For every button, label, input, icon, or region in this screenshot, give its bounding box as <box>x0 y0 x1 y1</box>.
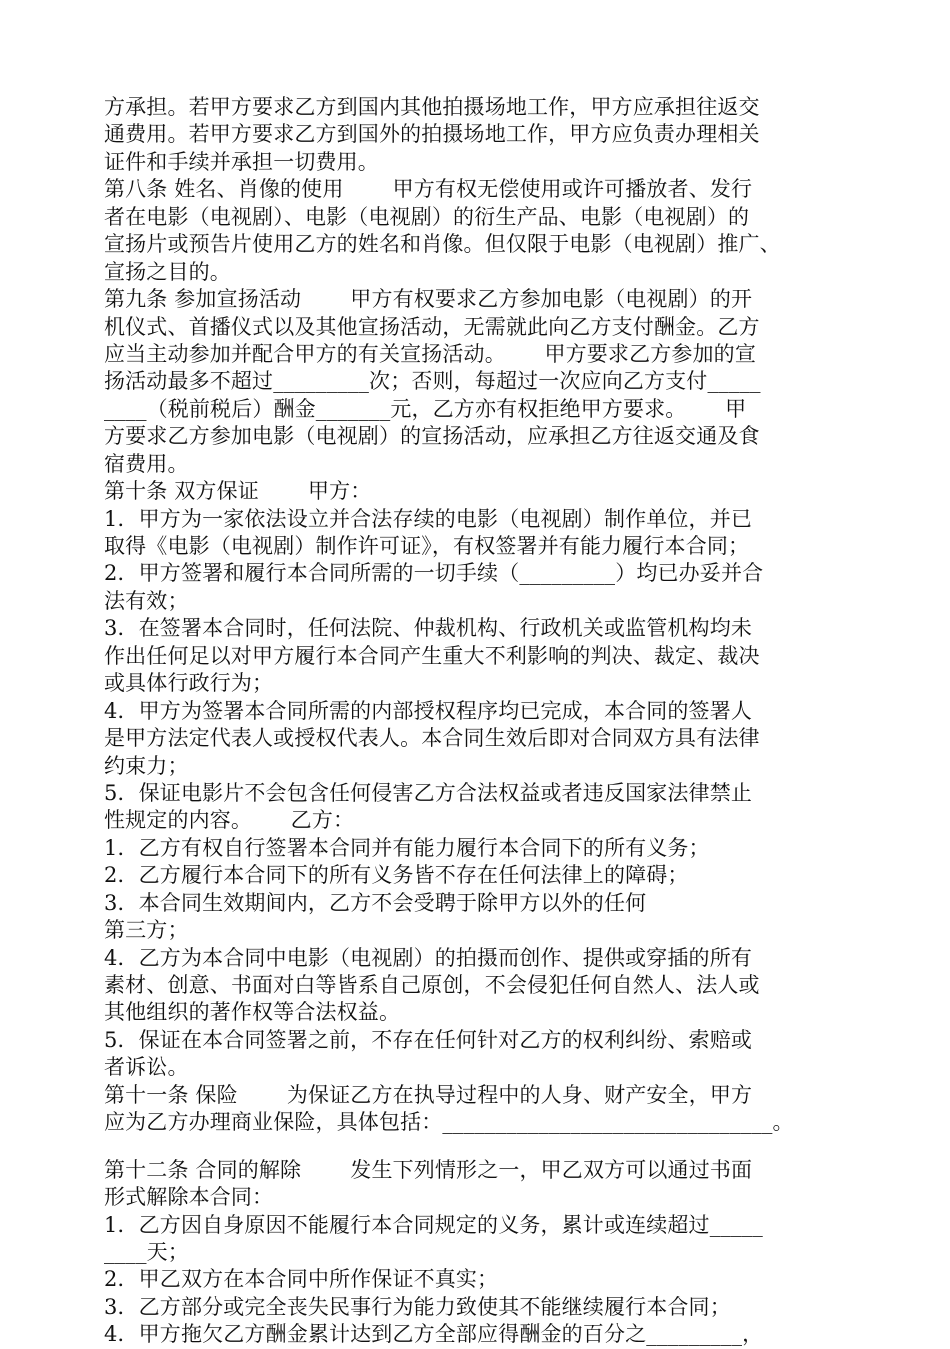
document-page <box>104 94 864 1349</box>
text-line: 证件和手续并承担一切费用。 <box>104 149 379 174</box>
text-line: 机仪式、首播仪式以及其他宣扬活动，无需就此向乙方支付酬金。乙方 <box>104 314 760 339</box>
text-line: 或具体行政行为； <box>104 671 274 696</box>
list-item-line: 4．甲方拖欠乙方酬金累计达到乙方全部应得酬金的百分之_________， <box>104 1322 764 1347</box>
list-item-line: 2．甲乙双方在本合同中所作保证不真实； <box>104 1267 499 1292</box>
text-line: 法有效； <box>104 588 189 613</box>
text-line: 宿费用。 <box>104 451 189 476</box>
list-item-line: 3．在签署本合同时，任何法院、仲裁机构、行政机关或监管机构均未 <box>104 616 753 641</box>
blank-line <box>104 1137 864 1157</box>
text-line: 扬活动最多不超过_________次；否则，每超过一次应向乙方支付_____ <box>104 369 761 394</box>
text-line: 素材、创意、书面对白等皆系自己原创，不会侵犯任何自然人、法人或 <box>104 973 760 997</box>
list-item-line: 3．乙方部分或完全丧失民事行为能力致使其不能继续履行本合同； <box>104 1294 731 1319</box>
text-line: 方要求乙方参加电影（电视剧）的宣扬活动，应承担乙方往返交通及食 <box>104 424 760 449</box>
text-line: 约束力； <box>104 753 189 778</box>
text-line: 通费用。若甲方要求乙方到国外的拍摄场地工作，甲方应负责办理相关 <box>104 122 760 147</box>
list-item-line: 5．保证在本合同签署之前，不存在任何针对乙方的权利纠纷、索赔或 <box>104 1027 753 1052</box>
text-line: 形式解除本合同： <box>104 1185 274 1210</box>
text-line: 宣扬片或预告片使用乙方的姓名和肖像。但仅限于电影（电视剧）推广、 <box>104 232 781 257</box>
list-item-line: 5．保证电影片不会包含任何侵害乙方合法权益或者违反国家法律禁止 <box>104 780 753 805</box>
text-line: ____天； <box>104 1239 189 1264</box>
text-line: ____（税前税后）酬金_______元，乙方亦有权拒绝甲方要求。 甲 <box>104 396 747 421</box>
section-10-heading-line: 第十条 双方保证 甲方： <box>104 479 372 504</box>
text-line: 其他组织的著作权等合法权益。 <box>104 1000 401 1025</box>
list-item-line: 3．本合同生效期间内，乙方不会受聘于除甲方以外的任何 <box>104 890 647 915</box>
section-9-heading-line: 第九条 参加宣扬活动 甲方有权要求乙方参加电影（电视剧）的开 <box>104 287 753 312</box>
text-line: 应当主动参加并配合甲方的有关宣扬活动。 甲方要求乙方参加的宣 <box>104 341 756 366</box>
list-item-line: 2．乙方履行本合同下的所有义务皆不存在任何法律上的障碍； <box>104 863 689 888</box>
list-item-line: 1．乙方有权自行签署本合同并有能力履行本合同下的所有义务； <box>104 835 710 860</box>
section-8-heading-line: 第八条 姓名、肖像的使用 甲方有权无偿使用或许可播放者、发行 <box>104 177 753 202</box>
text-line: 方承担。若甲方要求乙方到国内其他拍摄场地工作，甲方应承担往返交 <box>104 95 760 119</box>
text-line: 宣扬之目的。 <box>104 259 231 284</box>
text-line: 取得《电影（电视剧）制作许可证》，有权签署并有能力履行本合同； <box>104 534 750 558</box>
list-item-line: 2．甲方签署和履行本合同所需的一切手续（_________）均已办妥并合 <box>104 561 764 586</box>
text-line: 应为乙方办理商业保险，具体包括：_______________________________。 <box>104 1110 794 1135</box>
text-line: 性规定的内容。 乙方： <box>104 808 355 833</box>
text-line: 作出任何足以对甲方履行本合同产生重大不利影响的判决、裁定、裁决 <box>104 643 760 668</box>
text-line: 者在电影（电视剧）、电影（电视剧）的衍生产品、电影（电视剧）的 <box>104 204 750 229</box>
section-11-heading-line: 第十一条 保险 为保证乙方在执导过程中的人身、财产安全，甲方 <box>104 1082 753 1107</box>
list-item-line: 1．乙方因自身原因不能履行本合同规定的义务，累计或连续超过_____ <box>104 1212 763 1237</box>
list-item-line: 4．甲方为签署本合同所需的内部授权程序均已完成，本合同的签署人 <box>104 698 753 723</box>
section-12-heading-line: 第十二条 合同的解除 发生下列情形之一，甲乙双方可以通过书面 <box>104 1157 753 1182</box>
text-line: 者诉讼。 <box>104 1055 189 1080</box>
text-line: 是甲方法定代表人或授权代表人。本合同生效后即对合同双方具有法律 <box>104 726 760 751</box>
text-line: 第三方； <box>104 918 189 943</box>
list-item-line: 4．乙方为本合同中电影（电视剧）的拍摄而创作、提供或穿插的所有 <box>104 945 753 970</box>
list-item-line: 1．甲方为一家依法设立并合法存续的电影（电视剧）制作单位，并已 <box>104 506 753 531</box>
